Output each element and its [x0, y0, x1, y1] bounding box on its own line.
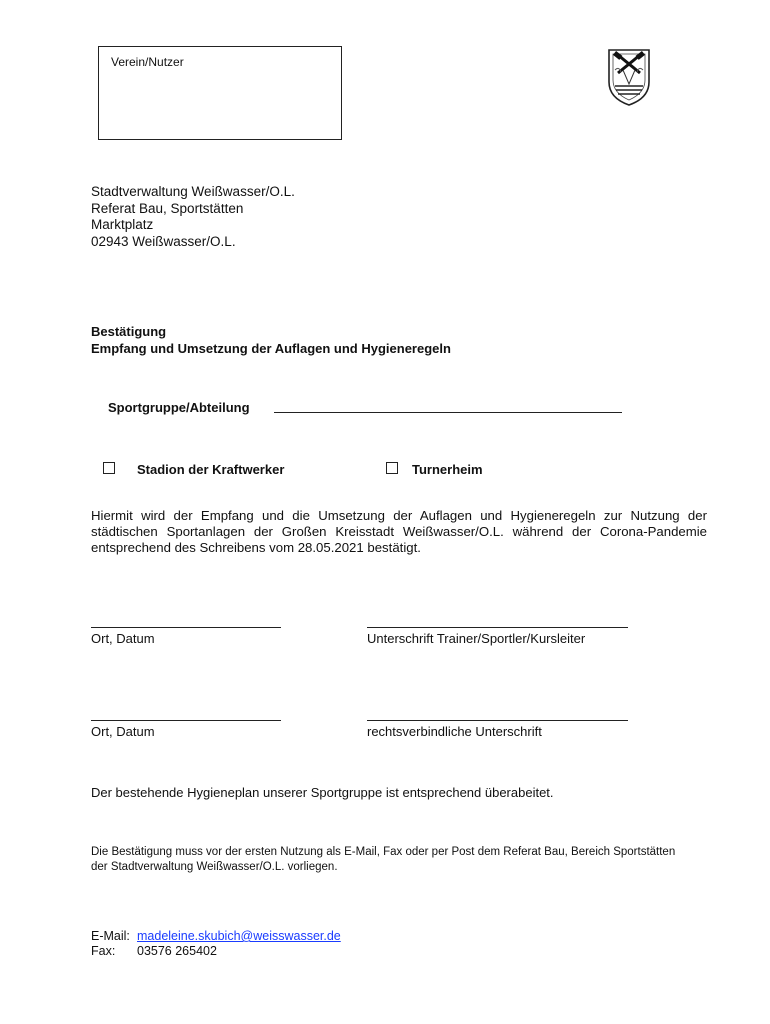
sport-group-field[interactable]: [274, 412, 622, 413]
contact-block: [91, 929, 341, 959]
venue-label-turnerheim: Turnerheim: [412, 462, 483, 477]
subject-title: Bestätigung: [91, 324, 167, 339]
document-subject: [91, 323, 451, 357]
trainer-signature-field[interactable]: [367, 627, 628, 628]
trainer-signature-label: Unterschrift Trainer/Sportler/Kursleiter: [367, 631, 586, 646]
subject-subtitle: Empfang und Umsetzung der Auflagen und Hygieneregeln: [91, 341, 451, 356]
place-date-label: Ort, Datum: [91, 631, 155, 646]
venue-label-stadion: Stadion der Kraftwerker: [137, 462, 285, 477]
checkbox-turnerheim[interactable]: [386, 462, 398, 474]
place-date-field[interactable]: [91, 720, 281, 721]
fax-number: 03576 265402: [137, 944, 217, 958]
sender-box[interactable]: [98, 46, 342, 140]
address-line: Stadtverwaltung Weißwasser/O.L.: [91, 184, 295, 199]
fax-label: Fax:: [91, 944, 116, 958]
email-link[interactable]: madeleine.skubich@weisswasser.de: [137, 929, 341, 943]
address-line: 02943 Weißwasser/O.L.: [91, 233, 236, 249]
place-date-label: Ort, Datum: [91, 724, 155, 739]
hygiene-statement: Der bestehende Hygieneplan unserer Sportgruppe ist entsprechend überabeitet.: [91, 785, 554, 800]
address-line: Referat Bau, Sportstätten: [91, 200, 244, 216]
confirmation-paragraph: Hiermit wird der Empfang und die Umsetzung der Auflagen und Hygieneregeln zur Nutzung der städtischen Sportanlagen der Großen Kreisstadt Weißwasser/O.L. während der Corona-Pandemie entsprechend des Schreibens vom 28.05.2021 bestätigt.: [91, 508, 707, 555]
legal-signature-label: rechtsverbindliche Unterschrift: [367, 724, 542, 739]
sport-group-label: Sportgruppe/Abteilung: [108, 400, 250, 415]
city-coat-of-arms-icon: [605, 46, 653, 108]
recipient-address: [91, 184, 295, 250]
submission-note: Die Bestätigung muss vor der ersten Nutzung als E-Mail, Fax oder per Post dem Referat Bau, Bereich Sportstätten der Stadtverwaltung Weißwasser/O.L. vorliegen.: [91, 846, 676, 873]
address-line: Marktplatz: [91, 217, 154, 232]
sender-box-label: Verein/Nutzer: [111, 55, 184, 69]
legal-signature-field[interactable]: [367, 720, 628, 721]
checkbox-stadion[interactable]: [103, 462, 115, 474]
email-label: E-Mail:: [91, 929, 130, 943]
place-date-field[interactable]: [91, 627, 281, 628]
